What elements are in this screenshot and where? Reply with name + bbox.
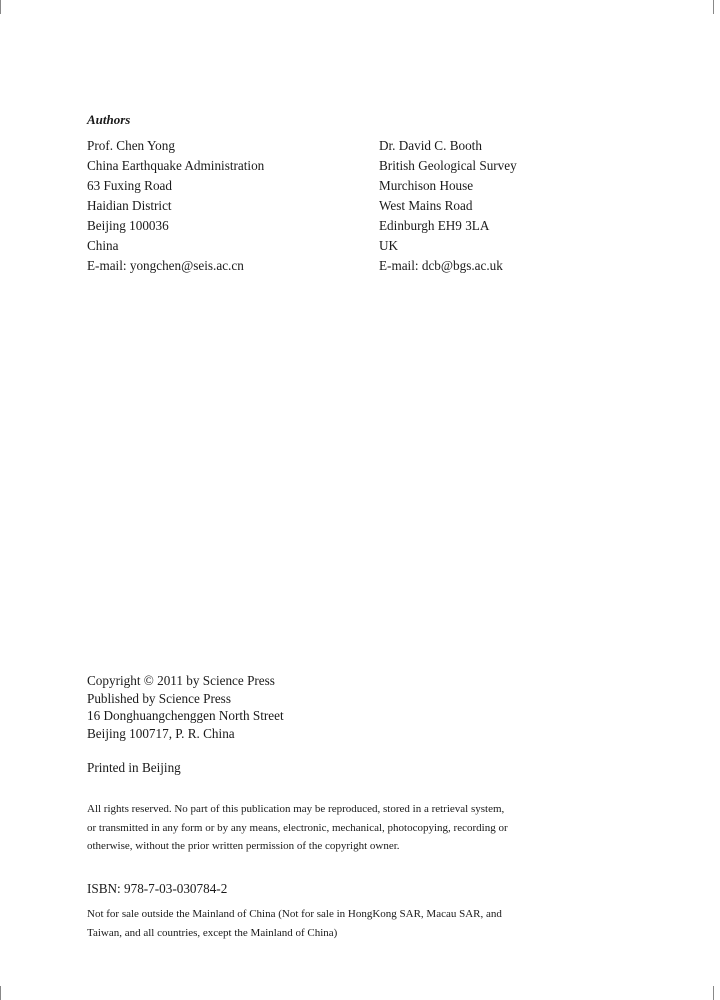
rights-line: or transmitted in any form or by any means, electronic, mechanical, photocopying, recording or (87, 821, 508, 834)
author-right-name: Dr. David C. Booth (379, 138, 482, 153)
publisher-block (87, 672, 284, 742)
author-left-country: China (87, 238, 119, 253)
publisher-street: 16 Donghuangchenggen North Street (87, 708, 284, 723)
not-for-sale-notice (87, 905, 502, 942)
publisher-line: Published by Science Press (87, 690, 231, 706)
authors-heading: Authors (87, 112, 131, 127)
author-left-city: Beijing 100036 (87, 218, 169, 233)
author-left-block (87, 136, 264, 276)
author-right-street: West Mains Road (379, 198, 473, 213)
author-right-city: Edinburgh EH9 3LA (379, 218, 490, 233)
not-for-sale-line: Taiwan, and all countries, except the Mainland of China) (87, 926, 338, 939)
crop-mark-top-left (0, 0, 1, 14)
copyright-line: Copyright © 2011 by Science Press (87, 673, 275, 688)
author-left-email: E-mail: yongchen@seis.ac.cn (87, 258, 244, 273)
author-left-district: Haidian District (87, 198, 172, 213)
publisher-city: Beijing 100717, P. R. China (87, 725, 235, 741)
author-left-affiliation: China Earthquake Administration (87, 158, 265, 173)
crop-mark-bottom-left (0, 986, 1, 1000)
author-left-name: Prof. Chen Yong (87, 138, 175, 153)
crop-mark-top-right (713, 0, 714, 14)
author-right-building: Murchison House (379, 178, 474, 193)
rights-line: otherwise, without the prior written permission of the copyright owner. (87, 840, 400, 852)
isbn: ISBN: 978-7-03-030784-2 (87, 881, 228, 896)
rights-notice (87, 800, 562, 856)
author-right-affiliation: British Geological Survey (379, 158, 517, 173)
author-right-email: E-mail: dcb@bgs.ac.uk (379, 258, 503, 273)
crop-mark-bottom-right (713, 986, 714, 1000)
not-for-sale-line: Not for sale outside the Mainland of China (Not for sale in HongKong SAR, Macau SAR, and (87, 908, 502, 920)
rights-line: All rights reserved. No part of this publication may be reproduced, stored in a retrieval system, (87, 803, 505, 815)
author-right-block (379, 136, 517, 276)
author-left-street: 63 Fuxing Road (87, 178, 172, 193)
author-right-country: UK (379, 238, 399, 253)
printed-in: Printed in Beijing (87, 760, 181, 775)
